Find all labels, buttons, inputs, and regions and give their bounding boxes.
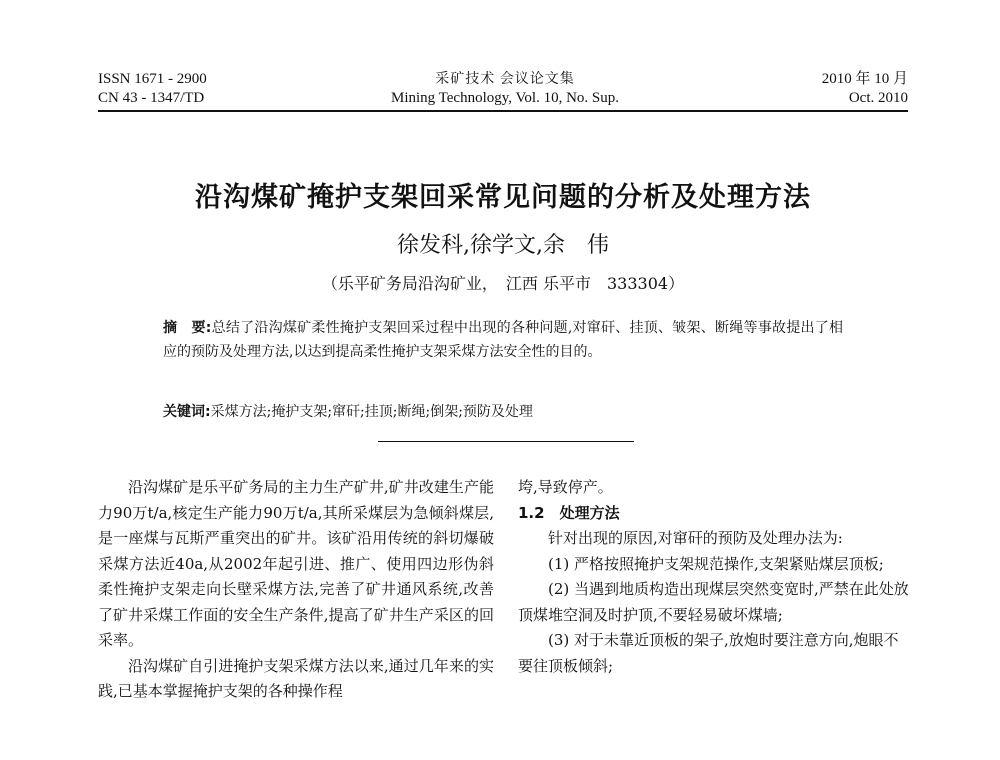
journal-name-en: Mining Technology, Vol. 10, No. Sup.: [391, 90, 619, 106]
paragraph-continued: 垮,导致停产。: [518, 478, 613, 496]
paragraph: 沿沟煤矿自引进掩护支架采煤方法以来,通过几年来的实践,已基本掌握掩护支架的各种操作程: [98, 656, 494, 700]
header-rule: [98, 110, 908, 112]
header-left: [98, 70, 207, 108]
section-divider: [378, 441, 634, 442]
paragraph: 沿沟煤矿是乐平矿务局的主力生产矿井,矿井改建生产能力90万t/a,核定生产能力90万t/a,其所采煤层为急倾斜煤层,是一座煤与瓦斯严重突出的矿井。该矿沿用传统的斜切爆破采煤方法近40a,从2002年起引进、推广、使用四边形伪斜柔性掩护支架走向长壁采煤方法,完善了矿井通风系统,改善了矿井采煤工作面的安全生产条件,提高了矿井生产采区的回采率。: [98, 478, 494, 649]
issn: ISSN 1671 - 2900: [98, 71, 207, 87]
list-item: (2) 当遇到地质构造出现煤层突然变宽时,严禁在此处放顶煤堆空洞及时护顶,不要轻易破坏煤墙;: [518, 580, 909, 624]
journal-name-cn: 采矿技术 会议论文集: [435, 72, 575, 87]
authors: 徐发科,徐学文,余 伟: [397, 233, 609, 258]
paper-title: 沿沟煤矿掩护支架回采常见问题的分析及处理方法: [195, 182, 811, 213]
cn-number: CN 43 - 1347/TD: [98, 90, 205, 106]
header-center: [340, 70, 670, 108]
issue-date-en: Oct. 2010: [848, 90, 908, 106]
affiliation: （乐平矿务局沿沟矿业， 江西 乐平市 333304）: [321, 274, 685, 293]
body-column-right: [518, 475, 910, 679]
list-item: (1) 严格按照掩护支架规范操作,支架紧贴煤层顶板;: [548, 554, 884, 573]
abstract-text: 总结了沿沟煤矿柔性掩护支架回采过程中出现的各种问题,对窜矸、挂顶、皱架、断绳等事故提出了相应的预防及处理方法,以达到提高柔性掩护支架采煤方法安全性的目的。: [163, 320, 843, 360]
abstract-label: 摘 要:: [163, 320, 212, 336]
keywords-text: 采煤方法;掩护支架;窜矸;挂顶;断绳;倒架;预防及处理: [210, 404, 533, 420]
header-right: [700, 70, 908, 108]
abstract: [163, 316, 843, 364]
section-heading: 1.2 处理方法: [518, 503, 620, 522]
issue-date-cn: 2010 年 10 月: [821, 71, 908, 87]
keywords-label: 关键词:: [163, 404, 211, 420]
keywords: [163, 400, 843, 424]
list-item: (3) 对于未靠近顶板的架子,放炮时要注意方向,炮眼不要往顶板倾斜;: [518, 631, 899, 675]
paragraph: 针对出现的原因,对窜矸的预防及处理办法为:: [548, 529, 843, 547]
body-column-left: [98, 475, 494, 705]
